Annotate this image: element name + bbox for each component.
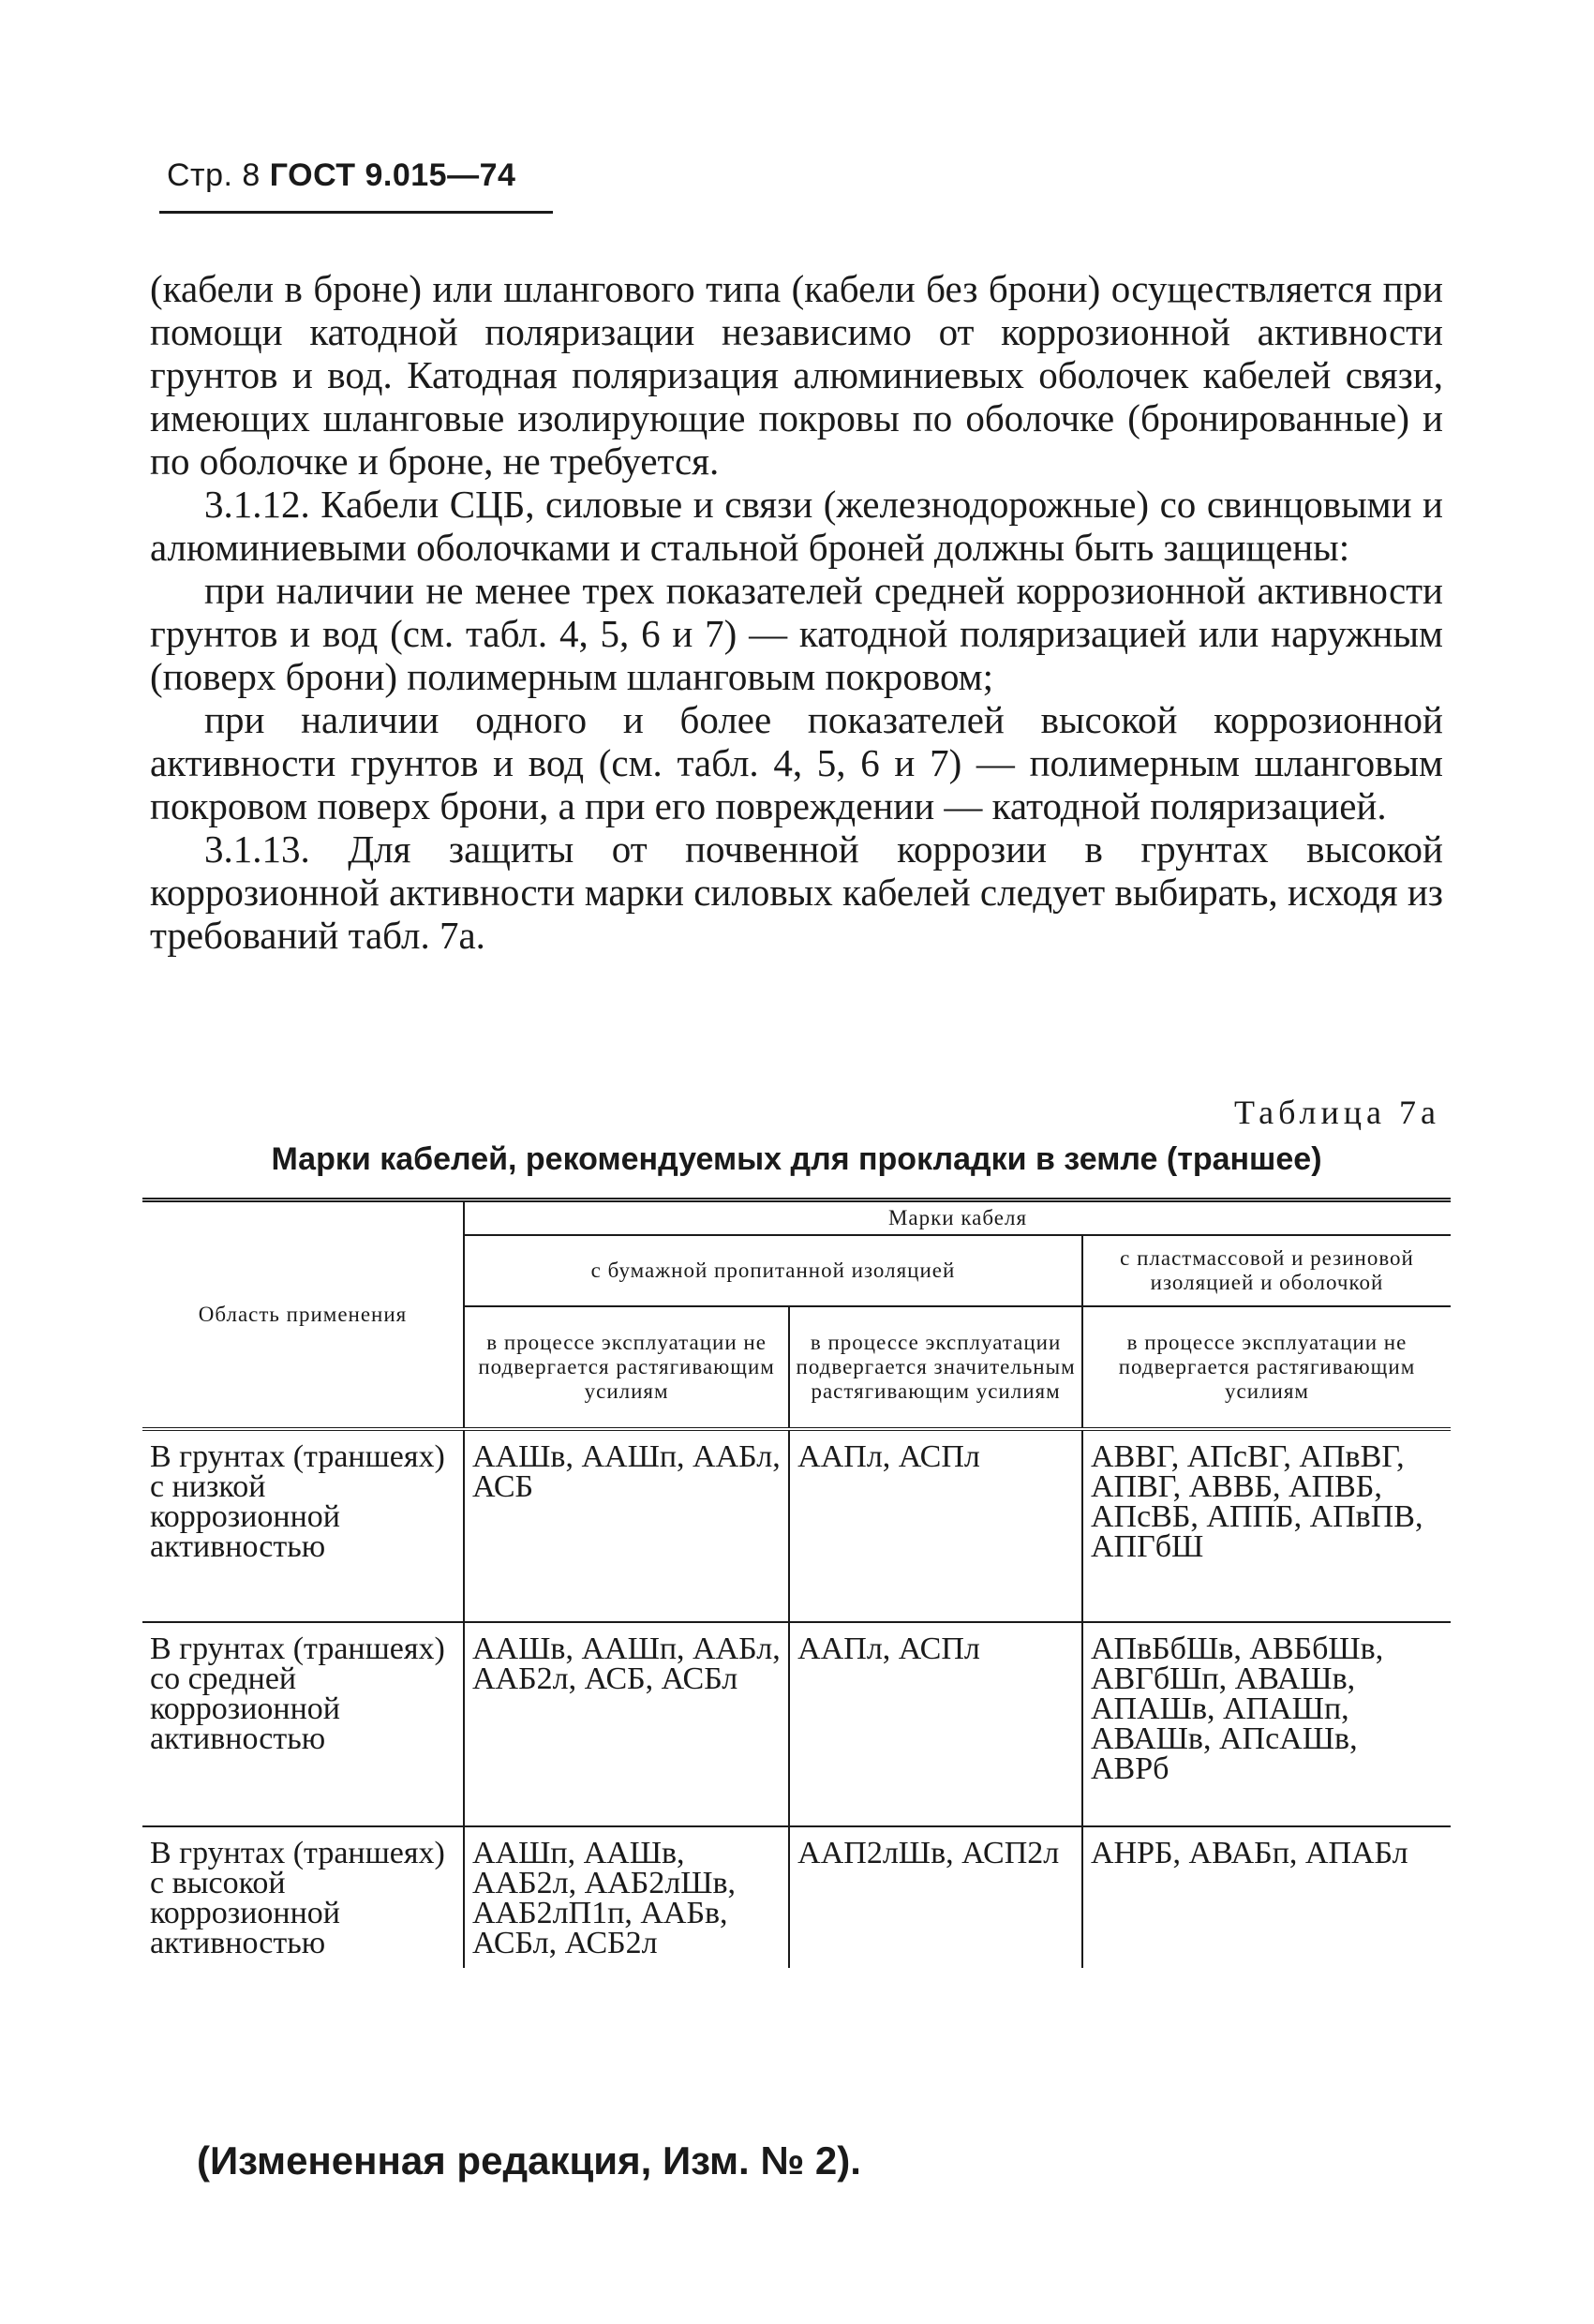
paragraph: при наличии не менее трех показателей средней коррозионной активности грунтов и вод (см. табл. 4, 5, 6 и 7) — катодной поляризацией или наружным (поверх брони) полимерным шланговым покровом; [150,569,1443,698]
cell-area: В грунтах (траншеях) с высокой коррозионной активностью [150,1836,445,1960]
header-paper: с бумажной пропитанной изоляцией [464,1235,1082,1306]
table-row [142,1622,1451,1826]
table-label: Таблица 7а [1234,1094,1440,1131]
table-title: Марки кабелей, рекомендуемых для прокладки в земле (траншее) [271,1141,1322,1177]
cell-paper-no-stretch: ААШв, ААШп, ААБл, АСБ [464,1429,789,1622]
cell-area: В грунтах (траншеях) с низкой коррозионной активностью [142,1429,464,1622]
cell-area: В грунтах (траншеях) со средней коррозионной активностью [142,1622,464,1826]
cell-paper-stretch: ААПл, АСПл [789,1429,1082,1622]
paragraph: при наличии одного и более показателей высокой коррозионной активности грунтов и вод (см. табл. 4, 5, 6 и 7) — полимерным шланговым покровом поверх брони, а при его повреждении — катодной поляризацией. [150,698,1443,827]
header-stretch: в процессе эксплуатации подвергается значительным растягивающим усилиям [789,1306,1082,1429]
paragraph: (кабели в броне) или шлангового типа (кабели без брони) осуществляется при помощи катодной поляризации независимо от коррозионной активности грунтов и вод. Катодная поляризация алюминиевых оболочек кабелей связи, имеющих шланговые изолирующие покровы по оболочке (бронированные) и по оболочке и броне, не требуется. [150,267,1443,483]
cable-marks-table [142,1198,1451,1968]
table-row [142,1826,1451,1968]
page-header [167,157,515,194]
header-rule [159,211,553,214]
table-row [142,1429,1451,1622]
header-no-stretch: в процессе эксплуатации не подвергается растягивающим усилиям [464,1306,789,1429]
paragraph: 3.1.13. Для защиты от почвенной коррозии в грунтах высокой коррозионной активности марки силовых кабелей следует выбирать, исходя из требований табл. 7а. [150,827,1443,957]
cell-paper-no-stretch: ААШв, ААШп, ААБл, ААБ2л, АСБ, АСБл [464,1622,789,1826]
header-area: Область применения [142,1200,464,1430]
header-plastic: с пластмассовой и резиновой изоляцией и оболочкой [1082,1235,1451,1306]
page-number: Стр. 8 [167,157,261,193]
body-text [150,267,1443,957]
cell-paper-stretch: ААП2лШв, АСП2л [789,1826,1082,1968]
standard-code: ГОСТ 9.015—74 [269,157,516,193]
cell-plastic: АНРБ, АВАБп, АПАБл [1082,1826,1451,1968]
header-plastic-no-stretch: в процессе эксплуатации не подвергается растягивающим усилиям [1082,1306,1451,1429]
cell-paper-no-stretch: ААШп, ААШв, ААБ2л, ААБ2лШв, ААБ2лП1п, ААБв, АСБл, АСБ2л [464,1826,789,1968]
cell-paper-stretch: ААПл, АСПл [789,1622,1082,1826]
amendment-note: (Измененная редакция, Изм. № 2). [197,2138,861,2182]
header-marks: Марки кабеля [464,1200,1451,1236]
paragraph: 3.1.12. Кабели СЦБ, силовые и связи (железнодорожные) со свинцовыми и алюминиевыми оболочками и стальной броней должны быть защищены: [150,483,1443,569]
cell-plastic: АПвБбШв, АВБбШв, АВГбШп, АВАШв, АПАШв, АПАШп, АВАШв, АПсАШв, АВРб [1082,1622,1451,1826]
cell-plastic: АВВГ, АПсВГ, АПвВГ, АПВГ, АВВБ, АПВБ, АПсВБ, АППБ, АПвПВ, АПГбШ [1082,1429,1451,1622]
